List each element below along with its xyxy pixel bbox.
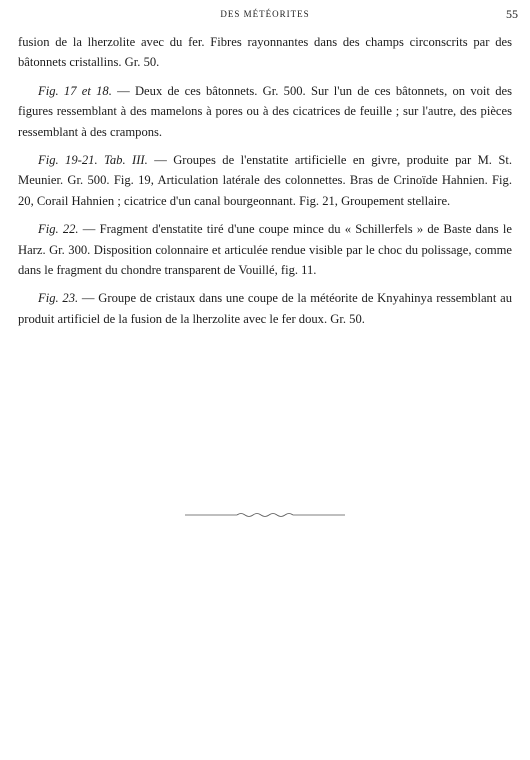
- paragraph-continuation: [18, 32, 512, 73]
- paragraph-text: — Groupes de l'enstatite artificielle en givre, produite par M. St. Meunier. Gr. 500. Fig. 19, Articulation latérale des colonnettes. Bras de Crinoïde Hahnien. Fig. 20, Corail Hahnien ; cicatrice d'un canal bourgeonnant. Fig. 21, Groupement stellaire.: [18, 153, 512, 208]
- figure-reference: Fig. 19-21. Tab. III.: [38, 153, 148, 168]
- figure-reference: Fig. 23.: [38, 291, 79, 306]
- paragraph-text: fusion de la lherzolite avec du fer. Fibres rayonnantes dans des champs circonscrits par des bâtonnets cristallins. Gr. 50.: [18, 35, 512, 70]
- paragraph-fig-19-21: [18, 150, 512, 211]
- ornamental-divider: [185, 512, 345, 518]
- paragraph-fig-22: [18, 219, 512, 280]
- paragraph-text: — Deux de ces bâtonnets. Gr. 500. Sur l'un de ces bâtonnets, on voit des figures ressemblant à des mamelons à pores ou à des cicatrices de feuille ; sur l'autre, des pièces ressemblant à des crampons.: [18, 83, 512, 139]
- body-text: [18, 32, 512, 337]
- figure-reference: Fig. 22.: [38, 222, 79, 237]
- paragraph-fig-17-18: [18, 81, 512, 142]
- paragraph-text: — Fragment d'enstatite tiré d'une coupe mince du « Schillerfels » de Baste dans le Harz. Gr. 300. Disposition colonnaire et articulée rendue visible par le choc du polissage, comme dans le fragment du chondre transparent de Vouillé, fig. 11.: [18, 222, 512, 278]
- running-title: DES MÉTÉORITES: [220, 9, 310, 19]
- paragraph-text: — Groupe de cristaux dans une coupe de la météorite de Knyahinya ressemblant au produit artificiel de la fusion de la lherzolite avec le fer doux. Gr. 50.: [18, 291, 513, 326]
- paragraph-fig-23: [18, 288, 512, 329]
- figure-reference: Fig. 17 et 18.: [38, 83, 112, 98]
- page-number: 55: [506, 7, 518, 21]
